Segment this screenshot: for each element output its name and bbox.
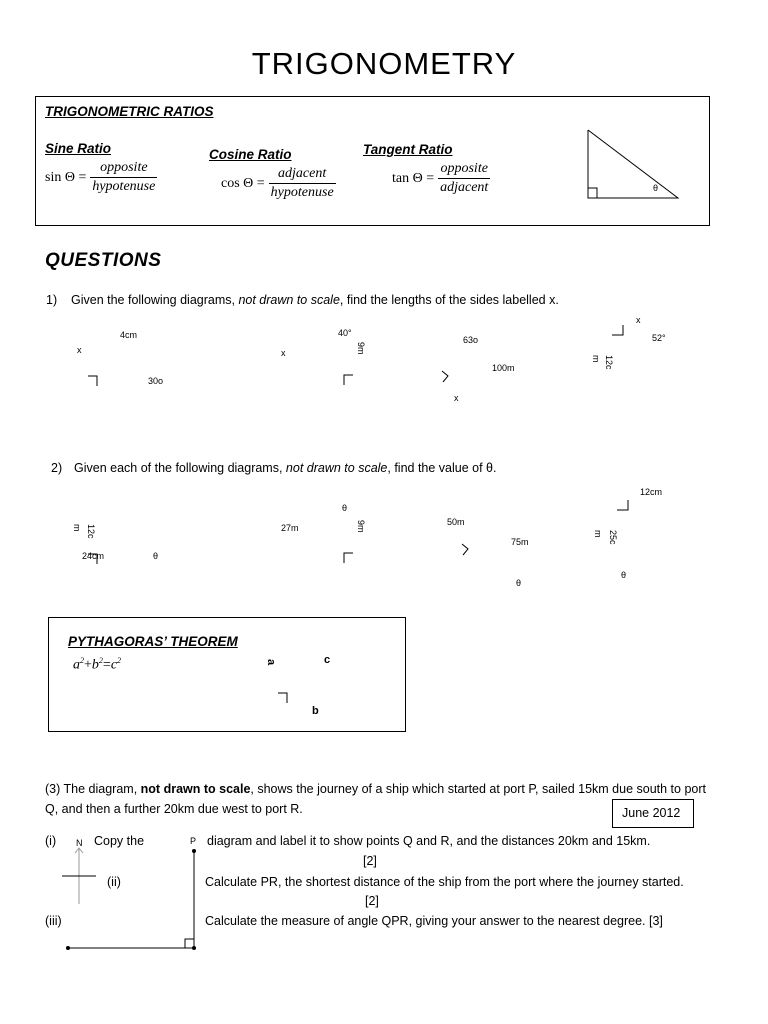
pythagoras-formula xyxy=(73,656,121,674)
question-3-line-2: Q, and then a further 20km due west to port R. xyxy=(45,802,303,816)
q2-d1-theta: θ xyxy=(153,551,159,561)
part-i-text-a: Copy the xyxy=(94,834,145,848)
cosine-formula xyxy=(221,166,336,201)
question-3-text-a: The diagram, xyxy=(60,782,141,796)
question-1-text-b: , find the lengths of the sides labelled x. xyxy=(339,293,559,307)
triangle-theta-label: θ xyxy=(653,183,659,193)
pythagoras-label-c: c xyxy=(324,654,331,666)
tangent-denominator: adjacent xyxy=(440,180,489,195)
q1-d3-x: x xyxy=(454,393,459,403)
part-iii-number: (iii) xyxy=(45,914,62,928)
question-3-line-1 xyxy=(45,782,706,796)
formula-a: a xyxy=(73,657,80,673)
formula-equals: = xyxy=(102,657,111,673)
q2-d3-50m: 50m xyxy=(447,517,465,527)
question-1 xyxy=(46,293,559,307)
q1-d1-30: 30o xyxy=(148,376,164,386)
q1-d2-9m: 9m xyxy=(356,342,366,355)
q2-d1-m: m xyxy=(72,524,82,532)
part-ii-text: Calculate PR, the shortest distance of the ship from the port where the journey started. xyxy=(205,875,684,889)
q1-d2-x: x xyxy=(281,348,286,358)
port-p-label: P xyxy=(190,836,197,846)
part-ii-mark: [2] xyxy=(365,894,379,908)
q1-d1-right-angle-mark xyxy=(88,375,100,387)
q2-d4-theta: θ xyxy=(621,570,627,580)
sine-formula xyxy=(45,160,157,195)
q2-d3-75m: 75m xyxy=(511,537,529,547)
q1-d3-63: 63o xyxy=(463,335,479,345)
formula-c: c xyxy=(110,657,118,673)
part-ii-number: (ii) xyxy=(107,875,121,889)
question-1-text-a: Given the following diagrams, xyxy=(71,293,239,307)
right-triangle-diagram xyxy=(580,125,690,205)
cosine-denominator: hypotenuse xyxy=(270,185,334,200)
question-1-number: 1) xyxy=(46,293,58,307)
pythagoras-heading: PYTHAGORAS’ THEOREM xyxy=(68,634,238,649)
pythagoras-label-a: a xyxy=(265,659,277,666)
formula-plus: + xyxy=(84,657,92,673)
q2-d4-right-angle-mark xyxy=(617,500,629,512)
q2-d1-24cm: 24cm xyxy=(82,551,105,561)
question-3-text-b: , shows the journey of a ship which started at port P, sailed 15km due south to port xyxy=(250,782,706,796)
q2-d1-12c: 12c xyxy=(86,524,96,539)
pythagoras-label-b: b xyxy=(312,705,319,717)
tangent-numerator: opposite xyxy=(438,161,490,179)
pythagoras-right-angle-mark xyxy=(278,692,290,704)
tangent-fn: tan Θ = xyxy=(392,171,435,187)
cosine-ratio-heading: Cosine Ratio xyxy=(209,147,292,162)
page-title: TRIGONOMETRY xyxy=(251,46,517,81)
question-3-number: (3) xyxy=(45,782,61,796)
formula-b: b xyxy=(91,657,99,673)
cosine-fraction xyxy=(269,166,336,201)
q1-d2-40: 40° xyxy=(338,328,352,338)
question-2-number: 2) xyxy=(51,461,63,475)
questions-heading: QUESTIONS xyxy=(45,250,162,271)
tangent-ratio-heading: Tangent Ratio xyxy=(363,142,453,157)
formula-b-exponent: 2 xyxy=(98,656,103,665)
cosine-numerator: adjacent xyxy=(269,166,336,184)
tangent-fraction xyxy=(438,161,490,196)
question-3-bold: not drawn to scale xyxy=(140,782,251,796)
q1-d4-right-angle-mark xyxy=(612,325,624,337)
q1-d3-right-angle-mark xyxy=(440,370,452,384)
formula-a-exponent: 2 xyxy=(80,656,84,665)
sine-fraction xyxy=(90,160,157,195)
part-iii-text: Calculate the measure of angle QPR, giving your answer to the nearest degree. [3] xyxy=(205,914,663,928)
q2-d1-right-angle-mark xyxy=(88,553,100,565)
sine-denominator: hypotenuse xyxy=(92,179,156,194)
q2-d3-theta: θ xyxy=(516,578,522,588)
q2-d4-25c: 25c xyxy=(608,530,618,545)
part-i-mark: [2] xyxy=(363,854,377,868)
q2-d3-right-angle-mark xyxy=(460,543,472,557)
q2-d2-9m: 9m xyxy=(356,520,366,533)
q1-d4-m: m xyxy=(591,355,601,363)
part-i-text-b: diagram and label it to show points Q and R, and the distances 20km and 15km. xyxy=(207,834,651,848)
tangent-formula xyxy=(392,161,490,196)
q1-d4-12c: 12c xyxy=(604,355,614,370)
cosine-fn: cos Θ = xyxy=(221,176,265,192)
q1-d2-right-angle-mark xyxy=(343,374,355,386)
formula-c-exponent: 2 xyxy=(117,656,122,665)
compass-north-label: N xyxy=(76,838,83,848)
q1-d3-100m: 100m xyxy=(492,363,515,373)
q2-d2-right-angle-mark xyxy=(343,552,355,564)
sine-fn: sin Θ = xyxy=(45,170,87,186)
q2-d4-m: m xyxy=(593,530,603,538)
june-2012-label: June 2012 xyxy=(622,806,681,820)
sine-ratio-heading: Sine Ratio xyxy=(45,141,112,156)
question-2 xyxy=(51,461,496,475)
q2-d4-12cm: 12cm xyxy=(640,487,663,497)
question-2-text-b: , find the value of θ. xyxy=(387,461,497,475)
question-1-emphasis: not drawn to scale xyxy=(238,293,340,307)
q1-d1-4cm: 4cm xyxy=(120,330,138,340)
q1-d4-x: x xyxy=(636,315,641,325)
question-2-emphasis: not drawn to scale xyxy=(285,461,388,475)
ship-journey-diagram xyxy=(60,846,205,954)
ratios-heading: TRIGONOMETRIC RATIOS xyxy=(45,104,214,119)
question-2-text-a: Given each of the following diagrams, xyxy=(74,461,286,475)
q1-d4-52: 52° xyxy=(652,333,666,343)
q2-d2-27m: 27m xyxy=(281,523,299,533)
sine-numerator: opposite xyxy=(90,160,157,178)
q1-d1-x: x xyxy=(77,345,82,355)
part-i-number: (i) xyxy=(45,834,57,848)
q2-d2-theta: θ xyxy=(342,503,348,513)
